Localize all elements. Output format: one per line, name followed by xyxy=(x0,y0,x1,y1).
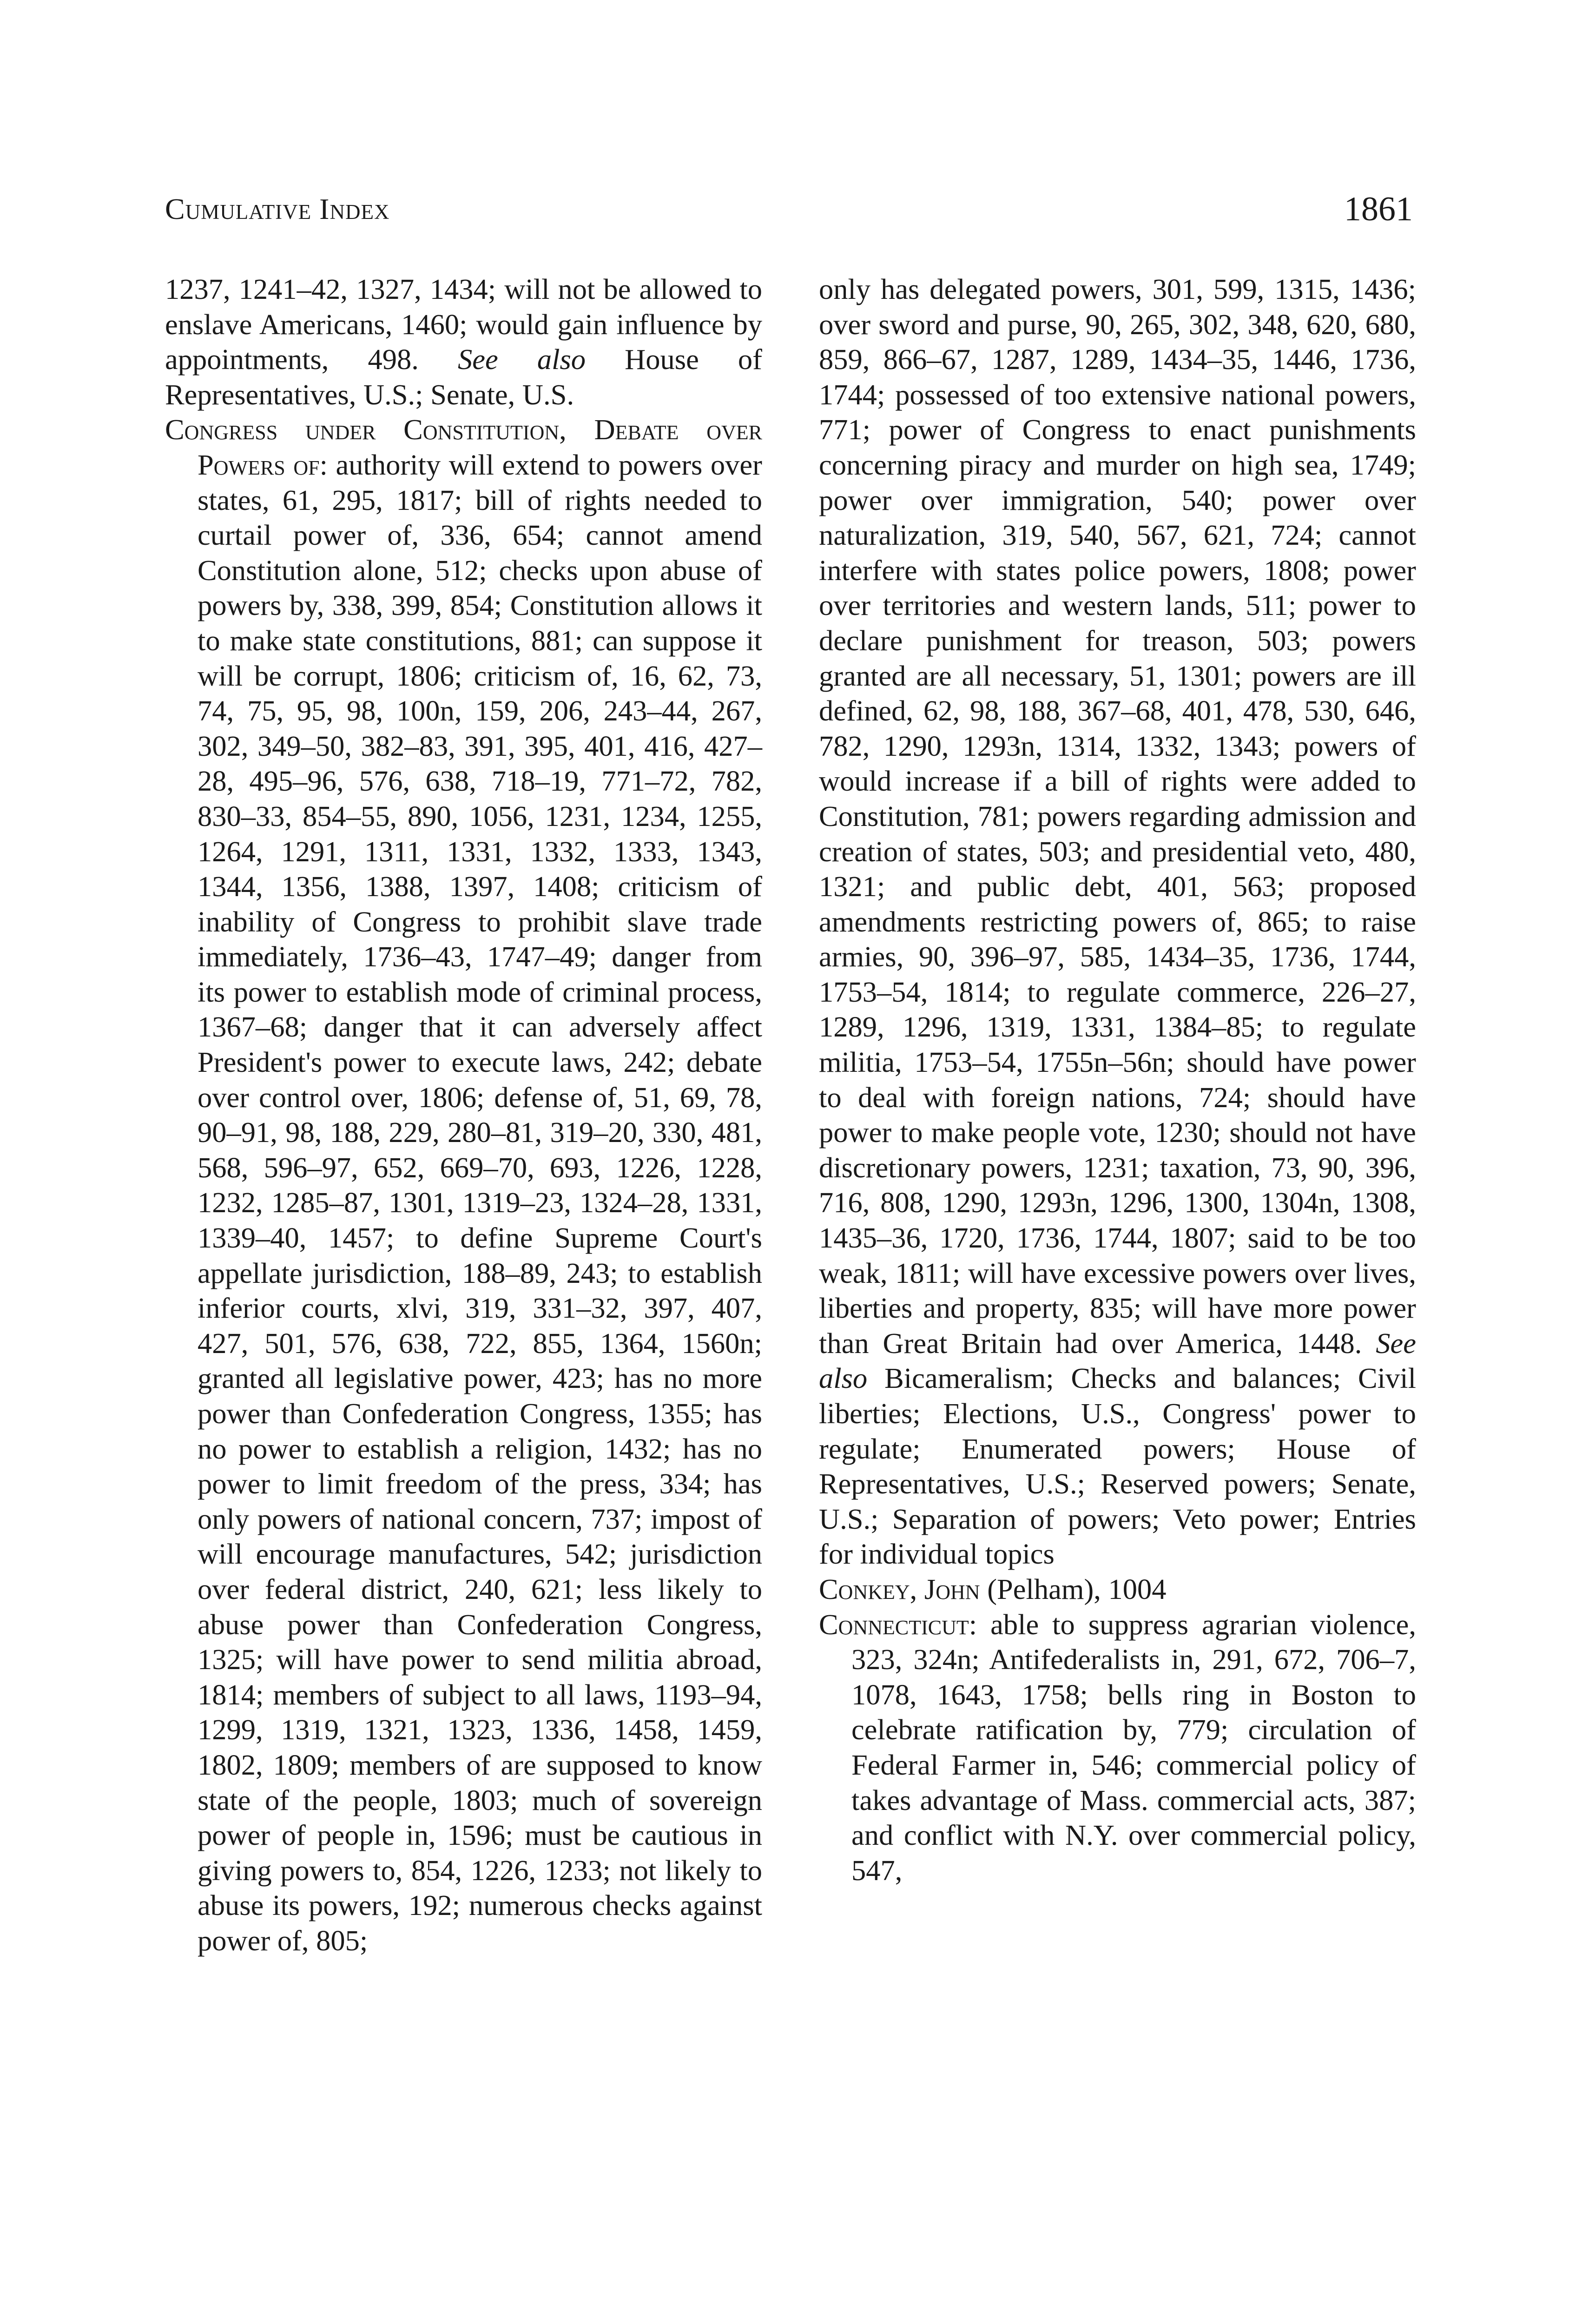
index-entry-connecticut xyxy=(819,1607,1416,1888)
right-column xyxy=(819,272,1416,1888)
see-also-label: See also xyxy=(819,1327,1416,1395)
entry-text: 1237, 1241–42, 1327, 1434; will not be allowed to enslave Americans, 1460; would gain influence by appointments, 498. xyxy=(165,273,762,376)
page-header xyxy=(165,188,1413,239)
page-number: 1861 xyxy=(1344,190,1413,228)
entry-text: only has delegated powers, 301, 599, 1315, 1436; over sword and purse, 90, 265, 302, 348, 620, 680, 859, 866–67, 1287, 1289, 1434–35, 1446, 1736, 1744; possessed of too extensive national powers, 771; power of Congress to enact punishments concerning piracy and murder on high sea, 1749; power over immigration, 540; power over naturalization, 319, 540, 567, 621, 724; cannot interfere with states police powers, 1808; power over territories and western lands, 511; power to declare punishment for treason, 503; powers granted are all necessary, 51, 1301; powers are ill defined, 62, 98, 188, 367–68, 401, 478, 530, 646, 782, 1290, 1293n, 1314, 1332, 1343; powers of would increase if a bill of rights were added to Constitution, 781; powers regarding admission and creation of states, 503; and presidential veto, 480, 1321; and public debt, 401, 563; proposed amendments restricting powers of, 865; to raise armies, 90, 396–97, 585, 1434–35, 1736, 1744, 1753–54, 1814; to regulate commerce, 226–27, 1289, 1296, 1319, 1331, 1384–85; to regulate militia, 1753–54, 1755n–56n; should have power to deal with foreign nations, 724; should have power to make people vote, 1230; should not have discretionary powers, 1231; taxation, 73, 90, 396, 716, 808, 1290, 1293n, 1296, 1300, 1304n, 1308, 1435–36, 1720, 1736, 1744, 1807; said to be too weak, 1811; will have excessive powers over lives, liberties and property, 835; will have more power than Great Britain had over America, 1448. xyxy=(819,273,1416,1360)
entry-text: authority will extend to powers over states, 61, 295, 1817; bill of rights needed to curtail power of, 336, 654; cannot amend Constitution alone, 512; checks upon abuse of powers by, 338, 399, 854; Constitution allows it to make state constitutions, 881; can suppose it will be corrupt, 1806; criticism of, 16, 62, 73, 74, 75, 95, 98, 100n, 159, 206, 243–44, 267, 302, 349–50, 382–83, 391, 395, 401, 416, 427–28, 495–96, 576, 638, 718–19, 771–72, 782, 830–33, 854–55, 890, 1056, 1231, 1234, 1255, 1264, 1291, 1311, 1331, 1332, 1333, 1343, 1344, 1356, 1388, 1397, 1408; criticism of inability of Congress to prohibit slave trade immediately, 1736–43, 1747–49; danger from its power to establish mode of criminal process, 1367–68; danger that it can adversely affect President's power to execute laws, 242; debate over control over, 1806; defense of, 51, 69, 78, 90–91, 98, 188, 229, 280–81, 319–20, 330, 481, 568, 596–97, 652, 669–70, 693, 1226, 1228, 1232, 1285–87, 1301, 1319–23, 1324–28, 1331, 1339–40, 1457; to define Supreme Court's appellate jurisdiction, 188–89, 243; to establish inferior courts, xlvi, 319, 331–32, 397, 407, 427, 501, 576, 638, 722, 855, 1364, 1560n; granted all legislative power, 423; has no more power than Confederation Congress, 1355; has no power to establish a religion, 1432; has no power to limit freedom of the press, 334; has only powers of national concern, 737; impost of will encourage manufactures, 542; jurisdiction over federal district, 240, 621; less likely to abuse power than Confederation Congress, 1325; will have power to send militia abroad, 1814; members of subject to all laws, 1193–94, 1299, 1319, 1321, 1323, 1336, 1458, 1459, 1802, 1809; members of are supposed to know state of the people, 1803; much of sovereign power of people in, 1596; must be cautious in giving powers to, 854, 1226, 1233; not likely to abuse its powers, 192; numerous checks against power of, 805; xyxy=(198,448,762,1957)
index-entry-continued xyxy=(165,272,762,412)
index-entry-conkey xyxy=(819,1572,1416,1607)
entry-text: able to suppress agrarian violence, 323, 324n; Antifederalists in, 291, 672, 706–7, 1078, 1643, 1758; bells ring in Boston to celebrate ratification by, 779; circulation of Federal Farmer in, 546; commercial policy of takes advantage of Mass. commercial acts, 387; and conflict with N.Y. over commercial policy, 547, xyxy=(851,1608,1416,1887)
entry-text: (Pelham), 1004 xyxy=(980,1572,1167,1605)
see-also-label: See also xyxy=(457,343,586,376)
index-entry-continued xyxy=(819,272,1416,1572)
entry-text: Bicameralism; Checks and balances; Civil liberties; Elections, U.S., Congress' power to regulate; Enumerated powers; House of Representatives, U.S.; Reserved powers; Senate, U.S.; Separation of powers; Veto power; Entries for individual topics xyxy=(819,1362,1416,1571)
entry-text: House of Representatives, U.S.; Senate, U.S. xyxy=(165,343,762,411)
left-column xyxy=(165,272,762,1959)
index-entry-congress-debate xyxy=(165,412,762,1958)
entry-heading: Congress under Constitution, Debate over Powers of: xyxy=(165,413,762,481)
entry-heading: Connecticut: xyxy=(819,1608,977,1641)
entry-heading: Conkey, John xyxy=(819,1572,980,1605)
running-head: Cumulative Index xyxy=(165,192,390,225)
